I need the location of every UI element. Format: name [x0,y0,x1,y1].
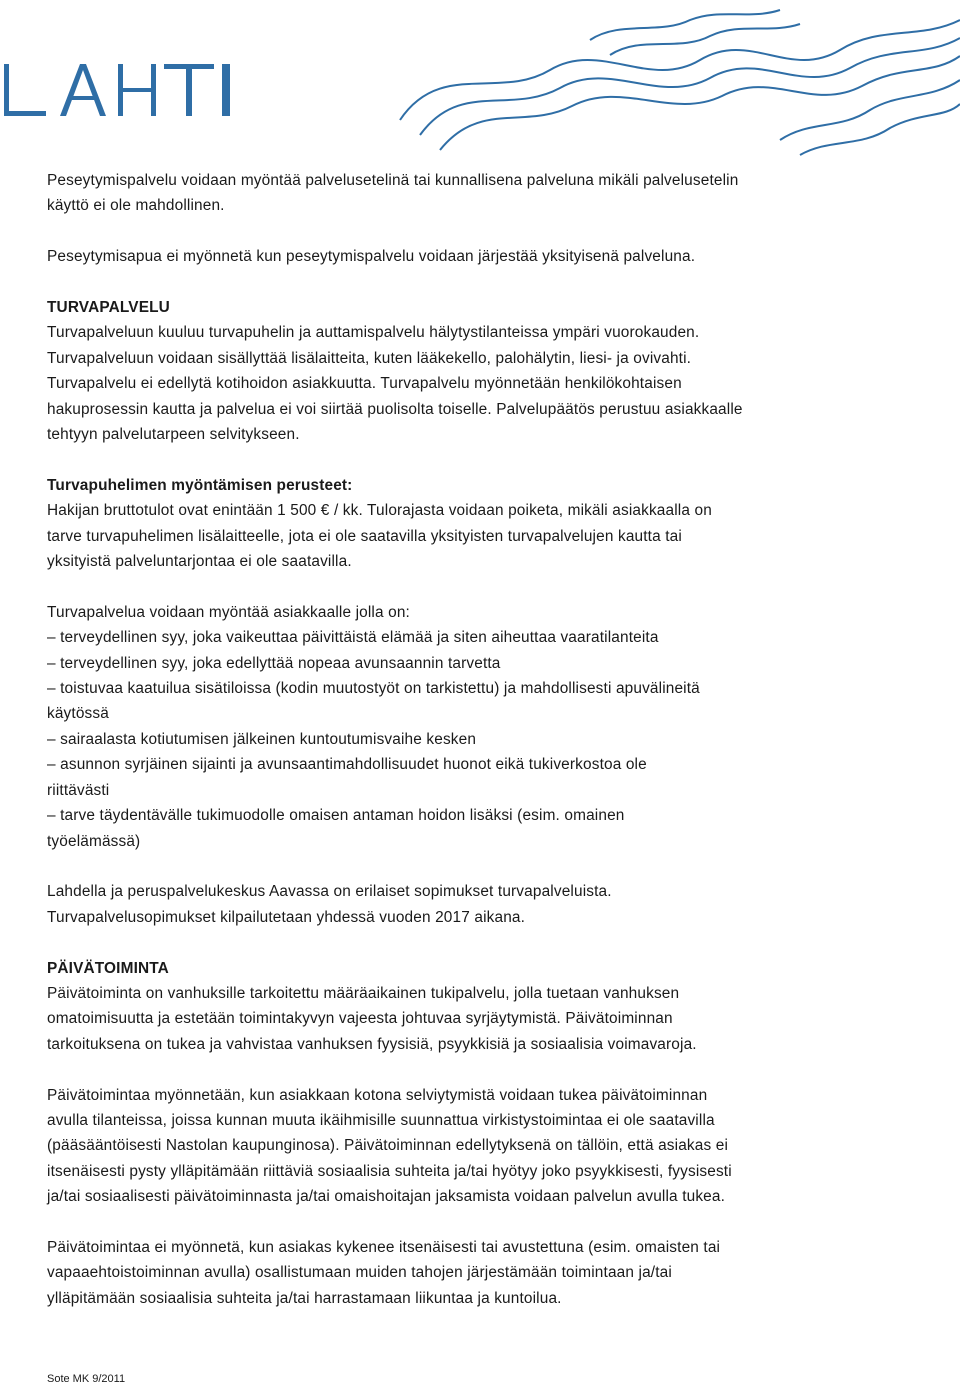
contour-lines-decoration [360,0,960,160]
paragraph-turvapalvelu: Turvapalveluun kuuluu turvapuhelin ja auttamispalvelu hälytystilanteissa ympäri vuorokauden. Turvapalveluun voidaan sisällyttää lisälaitteita, kuten lääkekello, palohälytin, liesi- ja ovivahti. Turvapalvelu ei edellytä kotihoidon asiakkuutta. Turvapalvelu myönnetään henkilökohtaisen hakuprosessin kautta ja palvelua ei voi siirtää puolisolta toiselle. Palvelupäätös perustuu asiakkaalle tehtyyn palvelutarpeen selvitykseen. [47,324,743,444]
list-item: käytössä [47,705,109,723]
list-item: riittävästi [47,781,110,799]
list-item: – sairaalasta kotiutumisen jälkeinen kuntoutumisvaihe kesken [47,730,477,748]
list-item: työelämässä) [47,832,141,850]
paragraph-paivatoiminta-2: Päivätoimintaa myönnetään, kun asiakkaan kotona selviytymistä voidaan tukea päivätoiminnan avulla tilanteissa, joissa kunnan muuta ikäihmisille suunnattua virkistystoimintaa ei ole saatavilla (pääsääntöisesti Nastolan kaupunginosa). Päivätoiminnan edellytyksenä on tällöin, että asiakas ei itsenäisesti pysty ylläpitämään riittäviä sosiaalisia suhteita ja/tai hyötyy joko psyykkisesti, fyysisesti ja/tai sosiaalisesti päivätoiminnasta ja/tai omaishoitajan jaksamista voidaan palvelun avulla tukea. [47,1086,732,1206]
document-body [47,168,927,1311]
list-item: – toistuvaa kaatuilua sisätiloissa (kodin muutostyöt on tarkistettu) ja mahdollisesti apuvälineitä [47,680,700,698]
conditions-list [47,625,927,854]
list-item: – asunnon syrjäinen sijainti ja avunsaantimahdollisuudet huonot eikä tukiverkostoa ole [47,756,647,774]
heading-paivatoiminta: PÄIVÄTOIMINTA [47,959,169,977]
paragraph-peseytymis-1: Peseytymispalvelu voidaan myöntää palvelusetelinä tai kunnallisena palveluna mikäli palvelusetelin käyttö ei ole mahdollinen. [47,172,739,215]
paragraph-peseytymis-2: Peseytymisapua ei myönnetä kun peseytymispalvelu voidaan järjestää yksityisenä palveluna. [47,248,696,266]
lahti-logo [0,60,240,120]
list-item: – terveydellinen syy, joka edellyttää nopeaa avunsaannin tarvetta [47,654,501,672]
heading-turvapalvelu: TURVAPALVELU [47,299,170,316]
footer-doc-code: Sote MK 9/2011 [47,1373,126,1385]
heading-criteria: Turvapuhelimen myöntämisen perusteet: [47,476,353,494]
paragraph-criteria: Hakijan bruttotulot ovat enintään 1 500 € / kk. Tulorajasta voidaan poiketa, mikäli asiakkaalla on tarve turvapuhelimen lisälaitteelle, jota ei ole saatavilla yksityisten turvapalvelujen kautta tai yksityistä palveluntarjontaa ei ole saatavilla. [47,502,712,571]
paragraph-paivatoiminta-1: Päivätoiminta on vanhuksille tarkoitettu määräaikainen tukipalvelu, jolla tuetaan vanhuksen omatoimisuutta ja estetään toimintakyvyn vajeesta johtuvaa syrjäytymistä. Päivätoiminnan tarkoituksena on tukea ja vahvistaa vanhuksen fyysisiä, psyykkisiä ja sosiaalisia voimavaroja. [47,984,697,1053]
list-item: – tarve täydentävälle tukimuodolle omaisen antaman hoidon lisäksi (esim. omainen [47,807,625,825]
list-item: – terveydellinen syy, joka vaikeuttaa päivittäistä elämää ja siten aiheuttaa vaaratilanteita [47,629,659,647]
conditions-intro: Turvapalvelua voidaan myöntää asiakkaalle jolla on: [47,603,410,621]
paragraph-paivatoiminta-3: Päivätoimintaa ei myönnetä, kun asiakas kykenee itsenäisesti tai avustettuna (esim. omaisten tai vapaaehtoistoiminnan avulla) osallistumaan muiden tahojen järjestämään toimintaan ja/tai ylläpitämään sosiaalisia suhteita ja/tai harrastamaan liikuntaa ja kuntoilua. [47,1238,721,1307]
paragraph-contracts: Lahdella ja peruspalvelukeskus Aavassa on erilaiset sopimukset turvapalveluista. Turvapalvelusopimukset kilpailutetaan yhdessä vuoden 2017 aikana. [47,883,612,926]
